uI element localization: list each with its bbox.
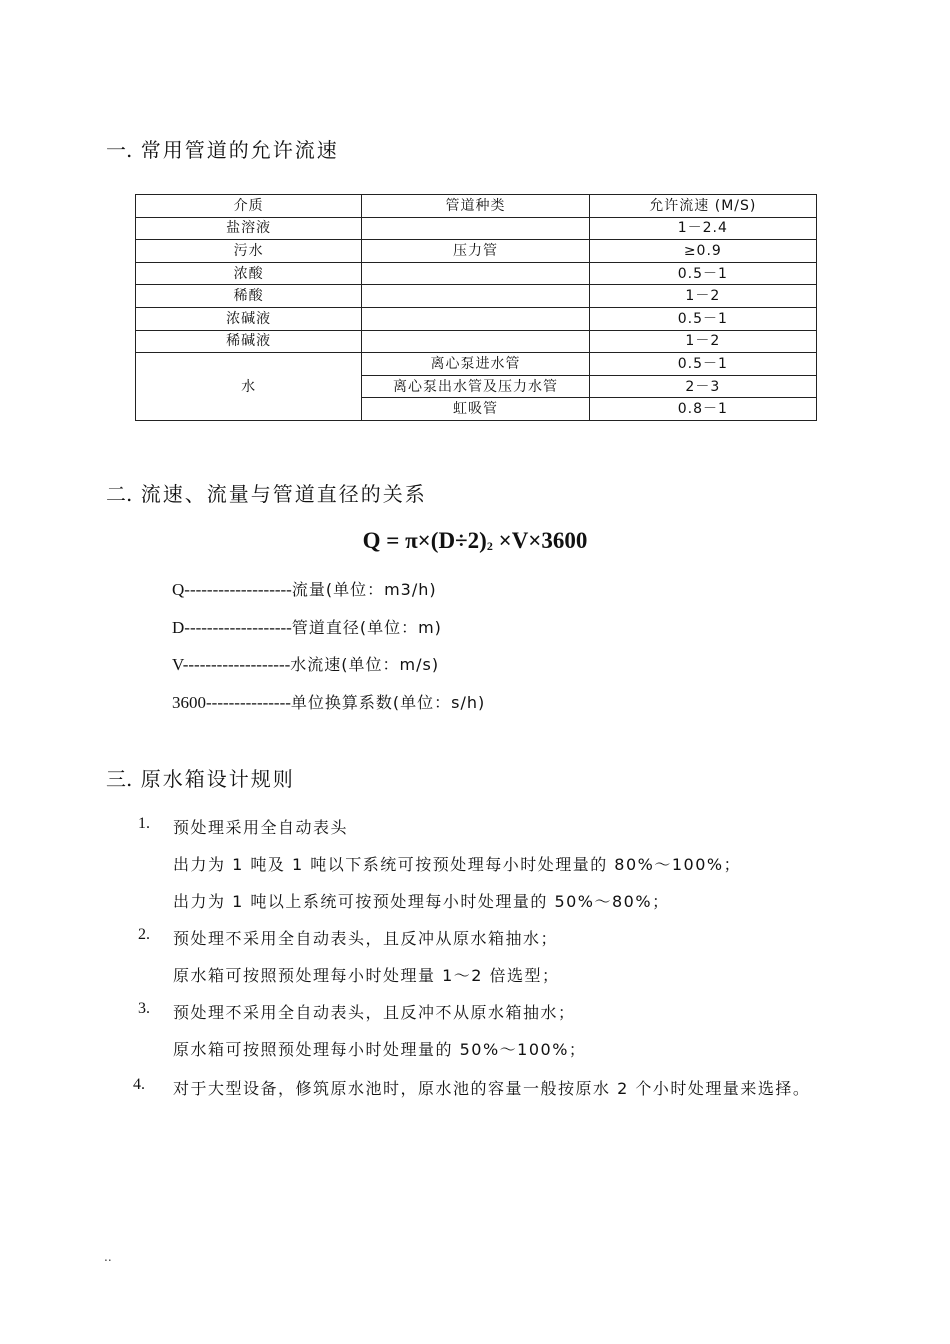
list-item-text: 原水箱可按照预处理每小时处理量的 50%～100%；	[173, 1040, 587, 1059]
table-cell: 离心泵进水管	[362, 353, 589, 376]
table-cell	[362, 217, 589, 240]
variable-definitions	[172, 577, 485, 727]
table-cell: 离心泵出水管及压力水管	[362, 375, 589, 398]
table-cell	[362, 285, 589, 308]
table-cell: 0.5－1	[589, 262, 816, 285]
list-item-number: 4.	[133, 1076, 145, 1093]
formula-main: Q = π×(D÷2)	[362, 528, 487, 553]
definition-text: 管道直径(单位：m)	[291, 617, 442, 637]
table-cell	[362, 262, 589, 285]
table-header: 允许流速 (M/S)	[589, 195, 816, 218]
table-header: 管道种类	[362, 195, 589, 218]
definition-symbol: V-------------------	[172, 655, 291, 674]
definition-symbol: 3600---------------	[172, 692, 291, 712]
definition-row	[172, 690, 485, 728]
definition-symbol: D-------------------	[172, 617, 292, 637]
definition-text: 流量(单位：m3/h)	[291, 580, 437, 599]
list-item-text: 预处理不采用全自动表头，且反冲不从原水箱抽水；	[173, 1003, 576, 1022]
section-3-heading	[106, 763, 295, 792]
section-3-title: 原水箱设计规则	[132, 767, 295, 791]
definition-symbol: Q-------------------	[172, 580, 292, 599]
list-item-number: 1.	[138, 815, 150, 832]
section-1-title: 常用管道的允许流速	[132, 138, 339, 162]
table-cell: ≥0.9	[589, 240, 816, 263]
table-cell: 1－2	[589, 285, 816, 308]
definition-row	[172, 615, 485, 653]
list-item-text: 对于大型设备，修筑原水池时，原水池的容量一般按原水 2 个小时处理量来选择。	[173, 1079, 811, 1098]
definition-row	[172, 652, 485, 690]
flow-formula	[0, 528, 950, 554]
table-cell: 0.5－1	[589, 307, 816, 330]
table-cell: 0.5－1	[589, 353, 816, 376]
section-2-heading	[106, 478, 427, 507]
table-row	[136, 307, 817, 330]
definition-text: 单位换算系数(单位：s/h)	[290, 692, 486, 712]
list-item-text: 出力为 1 吨及 1 吨以下系统可按预处理每小时处理量的 80%～100%；	[173, 855, 742, 874]
table-cell: 虹吸管	[362, 398, 589, 421]
table-cell: 压力管	[362, 240, 589, 263]
footer-mark: ..	[104, 1250, 112, 1264]
definition-text: 水流速(单位：m/s)	[290, 655, 440, 674]
table-row	[136, 240, 817, 263]
section-3-number: 三.	[106, 767, 133, 791]
list-item-text: 预处理不采用全自动表头，且反冲从原水箱抽水；	[173, 929, 559, 948]
table-cell: 盐溶液	[136, 217, 362, 240]
section-2-number: 二.	[106, 482, 133, 506]
table-cell: 稀酸	[136, 285, 362, 308]
table-cell: 浓酸	[136, 262, 362, 285]
table-header: 介质	[136, 195, 362, 218]
table-cell-merged: 水	[136, 353, 362, 421]
formula-exponent: 2	[486, 539, 493, 553]
table-cell: 污水	[136, 240, 362, 263]
table-row	[136, 353, 817, 376]
table-cell: 1－2.4	[589, 217, 816, 240]
list-item-number: 3.	[138, 1000, 150, 1017]
list-item-text: 出力为 1 吨以上系统可按预处理每小时处理量的 50%～80%；	[173, 892, 670, 911]
section-1-heading	[106, 134, 339, 163]
flow-velocity-table	[135, 194, 817, 421]
table-row	[136, 262, 817, 285]
table-header-row	[136, 195, 817, 218]
formula-tail: ×V×3600	[492, 528, 588, 553]
table-row	[136, 330, 817, 353]
list-item-text: 预处理采用全自动表头	[173, 818, 349, 837]
table-cell: 1－2	[589, 330, 816, 353]
table-cell: 2－3	[589, 375, 816, 398]
table-cell: 稀碱液	[136, 330, 362, 353]
table-cell	[362, 307, 589, 330]
definition-row	[172, 577, 485, 615]
section-2-title: 流速、流量与管道直径的关系	[132, 482, 427, 506]
list-item-text: 原水箱可按照预处理每小时处理量 1～2 倍选型；	[173, 966, 560, 985]
table-cell: 浓碱液	[136, 307, 362, 330]
list-item-number: 2.	[138, 926, 150, 943]
table-cell	[362, 330, 589, 353]
table-row	[136, 217, 817, 240]
table-row	[136, 285, 817, 308]
section-1-number: 一.	[106, 138, 133, 162]
table-cell: 0.8－1	[589, 398, 816, 421]
